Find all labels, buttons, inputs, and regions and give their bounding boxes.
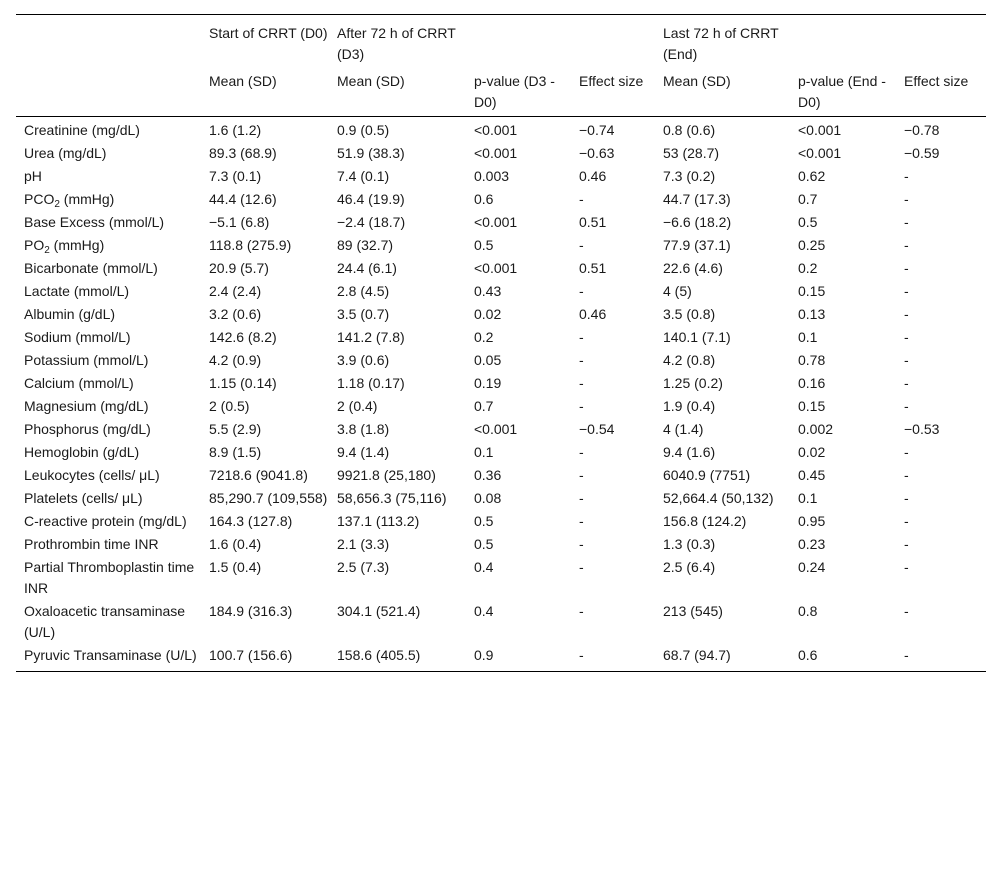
effect-size-end-cell: - [904, 559, 909, 575]
mean-sd-end-cell: 77.9 (37.1) [663, 237, 731, 253]
p-value-end-cell: 0.25 [798, 237, 826, 253]
effect-size-d3-cell: - [579, 603, 584, 619]
p-value-d3-cell: <0.001 [474, 122, 518, 138]
row-label [16, 418, 205, 441]
mean-sd-d0-cell: 3.2 (0.6) [209, 306, 262, 322]
mean-sd-d0-cell: 7.3 (0.1) [209, 168, 262, 184]
effect-size-d3-cell: 0.46 [579, 168, 607, 184]
row-label-text: Platelets (cells/ μL) [24, 490, 143, 506]
lab-values-table [16, 14, 986, 672]
row-label [16, 556, 205, 600]
row-label-unit: (mmHg) [59, 191, 115, 207]
mean-sd-d3-cell: 9.4 (1.4) [337, 444, 390, 460]
row-label-text: Magnesium (mg/dL) [24, 398, 149, 414]
header-last-72h-end: Last 72 h of CRRT (End) [659, 15, 794, 66]
row-label [16, 257, 205, 280]
effect-size-d3-cell: - [579, 444, 584, 460]
row-label-unit: (mmHg) [49, 237, 105, 253]
mean-sd-d0-cell: 4.2 (0.9) [209, 352, 262, 368]
mean-sd-d3-cell: 158.6 (405.5) [333, 644, 470, 672]
row-label-text: Hemoglobin (g/dL) [24, 444, 140, 460]
mean-sd-end-cell: 52,664.4 (50,132) [663, 490, 774, 506]
table-row [16, 188, 986, 211]
effect-size-end-cell: - [904, 168, 909, 184]
mean-sd-d3-cell: 3.9 (0.6) [337, 352, 390, 368]
p-value-end-cell: 0.7 [798, 191, 818, 207]
table-row [16, 418, 986, 441]
row-label [16, 510, 205, 533]
table-row [16, 441, 986, 464]
effect-size-d3-cell: - [575, 644, 659, 672]
effect-size-d3-cell: 0.46 [579, 306, 607, 322]
mean-sd-d3-cell: 137.1 (113.2) [337, 513, 420, 529]
mean-sd-end-cell: 9.4 (1.6) [663, 444, 716, 460]
mean-sd-d3-cell: 89 (32.7) [337, 237, 394, 253]
effect-size-end-cell: - [904, 306, 909, 322]
row-label-text: PO [24, 237, 45, 253]
table-row [16, 556, 986, 600]
table-row [16, 533, 986, 556]
row-label [16, 441, 205, 464]
mean-sd-d3-cell: 2.1 (3.3) [337, 536, 390, 552]
mean-sd-d3-cell: 3.5 (0.7) [337, 306, 390, 322]
header-p-value-d3: p-value (D3 - D0) [470, 65, 575, 117]
p-value-end-cell: 0.15 [798, 398, 826, 414]
row-label-text: Creatinine (mg/dL) [24, 122, 140, 138]
effect-size-d3-cell: - [579, 536, 584, 552]
row-label [16, 117, 205, 143]
row-label-text: Albumin (g/dL) [24, 306, 116, 322]
table-header [16, 15, 986, 117]
row-label [16, 600, 205, 644]
p-value-end-cell: 0.1 [798, 329, 818, 345]
effect-size-d3-cell: - [579, 352, 584, 368]
mean-sd-end-cell: 4.2 (0.8) [663, 352, 716, 368]
row-label [16, 280, 205, 303]
mean-sd-d3-cell: 9921.8 (25,180) [337, 467, 436, 483]
row-label-text: Oxaloacetic transaminase (U/L) [24, 603, 186, 640]
mean-sd-d3-cell: 2.5 (7.3) [337, 559, 390, 575]
p-value-end-cell: 0.45 [798, 467, 826, 483]
header-mean-sd-d3: Mean (SD) [333, 65, 470, 117]
header-sub-row [16, 65, 986, 117]
p-value-d3-cell: <0.001 [474, 145, 518, 161]
p-value-d3-cell: 0.2 [474, 329, 494, 345]
p-value-d3-cell: 0.7 [474, 398, 494, 414]
effect-size-d3-cell: - [579, 398, 584, 414]
mean-sd-d0-cell: 5.5 (2.9) [209, 421, 262, 437]
effect-size-end-cell: −0.78 [904, 122, 940, 138]
mean-sd-d3-cell: 0.9 (0.5) [337, 122, 390, 138]
p-value-d3-cell: 0.08 [474, 490, 502, 506]
row-label [16, 395, 205, 418]
p-value-end-cell: 0.23 [798, 536, 826, 552]
header-blank [16, 15, 205, 66]
header-effect-size-d3: Effect size [575, 65, 659, 117]
p-value-end-cell: 0.1 [798, 490, 818, 506]
mean-sd-d0-cell: 100.7 (156.6) [205, 644, 333, 672]
p-value-end-cell: 0.13 [798, 306, 826, 322]
p-value-d3-cell: 0.4 [474, 603, 494, 619]
mean-sd-end-cell: 44.7 (17.3) [663, 191, 731, 207]
effect-size-end-cell: - [900, 644, 986, 672]
effect-size-d3-cell: −0.74 [579, 122, 615, 138]
row-label-text: Sodium (mmol/L) [24, 329, 131, 345]
p-value-end-cell: 0.2 [798, 260, 818, 276]
row-label [16, 349, 205, 372]
mean-sd-d3-cell: 24.4 (6.1) [337, 260, 397, 276]
effect-size-end-cell: - [904, 444, 909, 460]
p-value-end-cell: 0.78 [798, 352, 826, 368]
mean-sd-d3-cell: 7.4 (0.1) [337, 168, 390, 184]
table-row [16, 303, 986, 326]
mean-sd-d3-cell: 2.8 (4.5) [337, 283, 390, 299]
p-value-end-cell: 0.15 [798, 283, 826, 299]
row-label-text: Calcium (mmol/L) [24, 375, 134, 391]
p-value-d3-cell: 0.36 [474, 467, 502, 483]
row-label-text: Potassium (mmol/L) [24, 352, 149, 368]
effect-size-d3-cell: - [579, 559, 584, 575]
mean-sd-end-cell: 1.9 (0.4) [663, 398, 716, 414]
p-value-end-cell: 0.24 [798, 559, 826, 575]
effect-size-end-cell: −0.59 [904, 145, 940, 161]
effect-size-end-cell: - [904, 191, 909, 207]
row-label [16, 487, 205, 510]
effect-size-end-cell: - [904, 283, 909, 299]
mean-sd-d3-cell: 58,656.3 (75,116) [337, 490, 447, 506]
row-label-text: Bicarbonate (mmol/L) [24, 260, 158, 276]
mean-sd-end-cell: 1.25 (0.2) [663, 375, 723, 391]
mean-sd-d3-cell: 141.2 (7.8) [337, 329, 405, 345]
mean-sd-d3-cell: 1.18 (0.17) [337, 375, 405, 391]
row-label-text: Lactate (mmol/L) [24, 283, 130, 299]
mean-sd-end-cell: 156.8 (124.2) [663, 513, 747, 529]
mean-sd-d0-cell: 20.9 (5.7) [209, 260, 269, 276]
row-label [16, 142, 205, 165]
effect-size-end-cell: - [904, 375, 909, 391]
mean-sd-end-cell: 53 (28.7) [663, 145, 720, 161]
mean-sd-d0-cell: 118.8 (275.9) [209, 237, 292, 253]
row-label [16, 211, 205, 234]
p-value-end-cell: <0.001 [798, 122, 842, 138]
row-label-subscript: 2 [44, 245, 50, 256]
p-value-d3-cell: 0.9 [470, 644, 575, 672]
p-value-d3-cell: 0.5 [474, 536, 494, 552]
effect-size-end-cell: - [904, 513, 909, 529]
p-value-d3-cell: <0.001 [474, 260, 518, 276]
header-effect-size-end: Effect size [900, 65, 986, 117]
mean-sd-d3-cell: 51.9 (38.3) [337, 145, 405, 161]
row-label-text: Leukocytes (cells/ μL) [24, 467, 160, 483]
header-blank [470, 15, 575, 66]
table-row [16, 349, 986, 372]
mean-sd-end-cell: 22.6 (4.6) [663, 260, 723, 276]
effect-size-d3-cell: 0.51 [579, 214, 607, 230]
table-row [16, 142, 986, 165]
effect-size-d3-cell: - [579, 490, 584, 506]
effect-size-d3-cell: - [579, 283, 584, 299]
header-p-value-end: p-value (End - D0) [794, 65, 900, 117]
header-mean-sd-d0: Mean (SD) [205, 65, 333, 117]
p-value-d3-cell: 0.05 [474, 352, 502, 368]
mean-sd-d0-cell: 2 (0.5) [209, 398, 250, 414]
header-mean-sd-end: Mean (SD) [659, 65, 794, 117]
mean-sd-d0-cell: 1.6 (0.4) [209, 536, 262, 552]
effect-size-end-cell: −0.53 [904, 421, 940, 437]
mean-sd-end-cell: −6.6 (18.2) [663, 214, 732, 230]
effect-size-d3-cell: - [579, 375, 584, 391]
row-label-subscript: 2 [54, 199, 60, 210]
table-row [16, 372, 986, 395]
row-label [16, 644, 205, 672]
table-row [16, 234, 986, 257]
p-value-d3-cell: <0.001 [474, 421, 518, 437]
table-row [16, 644, 986, 672]
mean-sd-d3-cell: 3.8 (1.8) [337, 421, 390, 437]
row-label-text: Prothrombin time INR [24, 536, 159, 552]
mean-sd-d0-cell: 1.6 (1.2) [209, 122, 262, 138]
effect-size-d3-cell: - [579, 513, 584, 529]
mean-sd-d0-cell: 164.3 (127.8) [209, 513, 293, 529]
effect-size-end-cell: - [904, 490, 909, 506]
row-label-text: pH [24, 168, 42, 184]
effect-size-d3-cell: - [579, 329, 584, 345]
mean-sd-d0-cell: 85,290.7 (109,558) [209, 490, 328, 506]
table-row [16, 510, 986, 533]
row-label [16, 464, 205, 487]
effect-size-d3-cell: −0.54 [579, 421, 615, 437]
row-label-text: PCO [24, 191, 55, 207]
p-value-d3-cell: <0.001 [474, 214, 518, 230]
effect-size-end-cell: - [904, 352, 909, 368]
mean-sd-end-cell: 4 (5) [663, 283, 692, 299]
p-value-d3-cell: 0.5 [474, 237, 494, 253]
mean-sd-d0-cell: −5.1 (6.8) [209, 214, 270, 230]
mean-sd-d3-cell: −2.4 (18.7) [337, 214, 406, 230]
header-after-72h-d3: After 72 h of CRRT (D3) [333, 15, 470, 66]
p-value-d3-cell: 0.6 [474, 191, 494, 207]
row-label [16, 303, 205, 326]
p-value-d3-cell: 0.4 [474, 559, 494, 575]
p-value-end-cell: <0.001 [798, 145, 842, 161]
mean-sd-end-cell: 2.5 (6.4) [663, 559, 716, 575]
mean-sd-d3-cell: 304.1 (521.4) [337, 603, 421, 619]
table-row [16, 395, 986, 418]
mean-sd-end-cell: 140.1 (7.1) [663, 329, 731, 345]
table-body [16, 117, 986, 672]
mean-sd-d0-cell: 7218.6 (9041.8) [209, 467, 308, 483]
row-label [16, 533, 205, 556]
table-row [16, 117, 986, 143]
effect-size-d3-cell: - [579, 191, 584, 207]
header-blank [575, 15, 659, 66]
effect-size-d3-cell: - [579, 237, 584, 253]
p-value-end-cell: 0.62 [798, 168, 826, 184]
mean-sd-d0-cell: 8.9 (1.5) [209, 444, 262, 460]
p-value-d3-cell: 0.003 [474, 168, 510, 184]
mean-sd-d0-cell: 89.3 (68.9) [209, 145, 277, 161]
mean-sd-end-cell: 3.5 (0.8) [663, 306, 716, 322]
mean-sd-end-cell: 7.3 (0.2) [663, 168, 716, 184]
mean-sd-d0-cell: 142.6 (8.2) [209, 329, 277, 345]
effect-size-end-cell: - [904, 329, 909, 345]
effect-size-d3-cell: −0.63 [579, 145, 615, 161]
mean-sd-end-cell: 1.3 (0.3) [663, 536, 716, 552]
mean-sd-d0-cell: 184.9 (316.3) [209, 603, 293, 619]
p-value-end-cell: 0.95 [798, 513, 826, 529]
p-value-end-cell: 0.8 [798, 603, 818, 619]
mean-sd-d0-cell: 2.4 (2.4) [209, 283, 262, 299]
mean-sd-end-cell: 0.8 (0.6) [663, 122, 716, 138]
mean-sd-d0-cell: 1.5 (0.4) [209, 559, 262, 575]
p-value-d3-cell: 0.02 [474, 306, 502, 322]
row-label [16, 326, 205, 349]
table-row [16, 600, 986, 644]
row-label-text: Base Excess (mmol/L) [24, 214, 165, 230]
header-blank [16, 65, 205, 117]
mean-sd-end-cell: 68.7 (94.7) [659, 644, 794, 672]
table-row [16, 211, 986, 234]
row-label-text: Phosphorus (mg/dL) [24, 421, 151, 437]
mean-sd-d3-cell: 46.4 (19.9) [337, 191, 405, 207]
effect-size-end-cell: - [904, 536, 909, 552]
table-row [16, 464, 986, 487]
row-label [16, 188, 205, 211]
mean-sd-end-cell: 4 (1.4) [663, 421, 704, 437]
effect-size-end-cell: - [904, 467, 909, 483]
row-label-text: C-reactive protein (mg/dL) [24, 513, 187, 529]
table-row [16, 165, 986, 188]
row-label-text: Urea (mg/dL) [24, 145, 107, 161]
mean-sd-d0-cell: 1.15 (0.14) [209, 375, 277, 391]
row-label [16, 234, 205, 257]
p-value-d3-cell: 0.43 [474, 283, 502, 299]
p-value-end-cell: 0.02 [798, 444, 826, 460]
p-value-end-cell: 0.5 [798, 214, 818, 230]
p-value-d3-cell: 0.19 [474, 375, 502, 391]
effect-size-end-cell: - [904, 603, 909, 619]
table-row [16, 280, 986, 303]
table-row [16, 326, 986, 349]
row-label [16, 165, 205, 188]
effect-size-end-cell: - [904, 260, 909, 276]
effect-size-end-cell: - [904, 214, 909, 230]
row-label [16, 372, 205, 395]
mean-sd-end-cell: 6040.9 (7751) [663, 467, 751, 483]
mean-sd-end-cell: 213 (545) [663, 603, 723, 619]
p-value-end-cell: 0.6 [794, 644, 900, 672]
header-group-row [16, 15, 986, 66]
mean-sd-d0-cell: 44.4 (12.6) [209, 191, 277, 207]
effect-size-end-cell: - [904, 398, 909, 414]
header-blank [900, 15, 986, 66]
p-value-d3-cell: 0.1 [474, 444, 494, 460]
effect-size-d3-cell: - [579, 467, 584, 483]
header-blank [794, 15, 900, 66]
table-row [16, 257, 986, 280]
effect-size-end-cell: - [904, 237, 909, 253]
p-value-end-cell: 0.16 [798, 375, 826, 391]
table-row [16, 487, 986, 510]
p-value-d3-cell: 0.5 [474, 513, 494, 529]
row-label-text: Pyruvic Transaminase (U/L) [24, 647, 197, 663]
header-start-d0: Start of CRRT (D0) [205, 15, 333, 66]
mean-sd-d3-cell: 2 (0.4) [337, 398, 378, 414]
row-label-text: Partial Thromboplastin time INR [24, 559, 195, 596]
effect-size-d3-cell: 0.51 [579, 260, 607, 276]
p-value-end-cell: 0.002 [798, 421, 834, 437]
